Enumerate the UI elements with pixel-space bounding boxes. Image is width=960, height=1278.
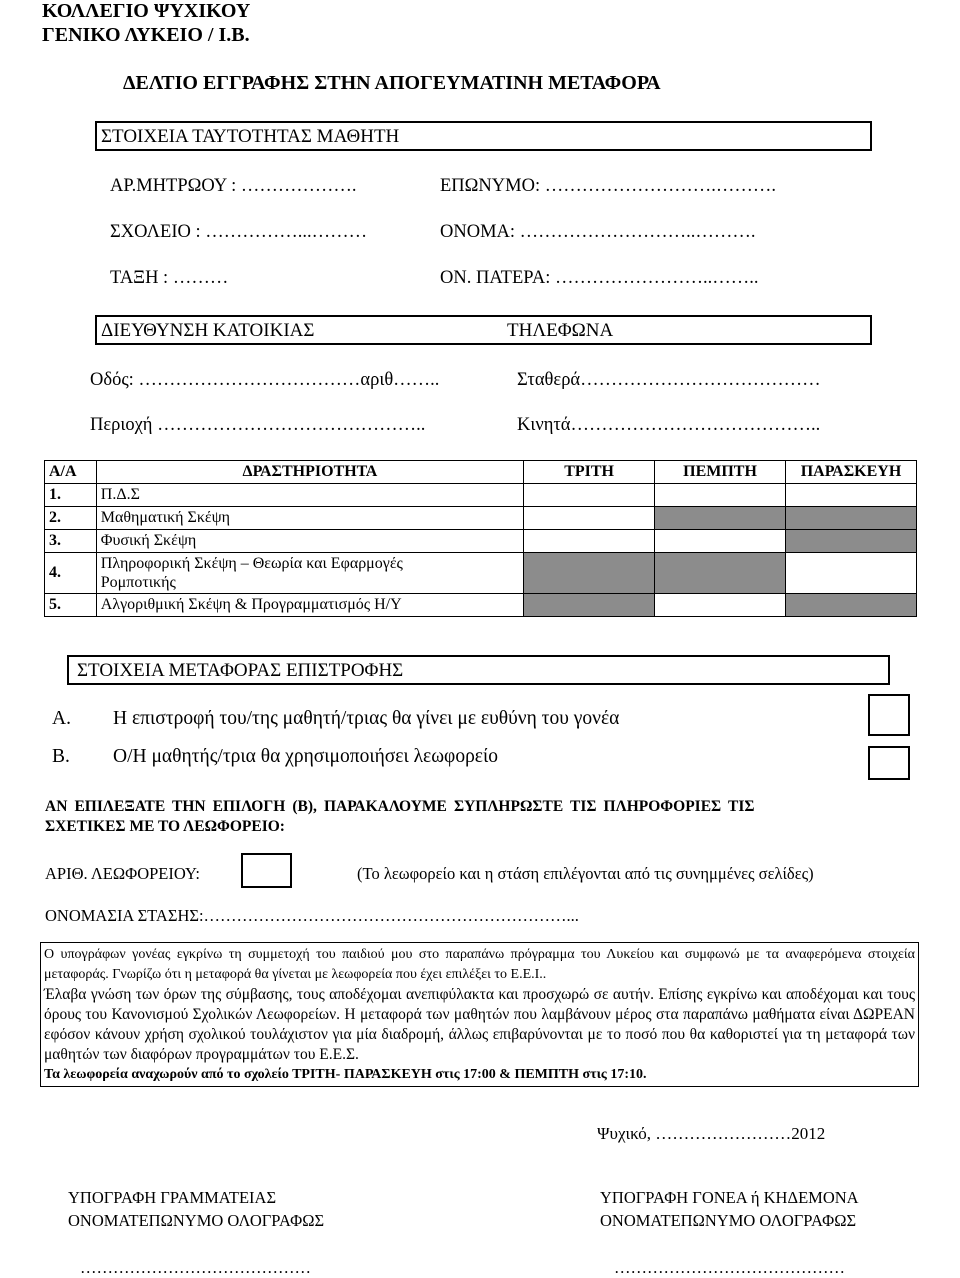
bus-note: (Το λεωφορείο και η στάση επιλέγονται από τις συνημμένες σελίδες) xyxy=(357,864,814,883)
cell-tuesday-unavailable xyxy=(524,553,655,594)
col-header-friday: ΠΑΡΑΣΚΕΥΗ xyxy=(786,461,917,484)
bus-number-label: ΑΡΙΘ. ΛΕΩΦΟΡΕΙΟΥ: xyxy=(45,864,200,883)
table-row xyxy=(45,484,917,507)
row-number: 5. xyxy=(45,594,97,617)
parent-name-label: ΟΝΟΜΑΤΕΠΩΝΥΜΟ ΟΛΟΓΡΑΦΩΣ xyxy=(600,1211,857,1230)
father-name-field[interactable]: ΟΝ. ΠΑΤΕΡΑ: ……………………..…….. xyxy=(440,268,759,288)
activities-table xyxy=(44,460,917,617)
school-field[interactable]: ΣΧΟΛΕΙΟ : ……………...……… xyxy=(110,222,368,242)
class-field[interactable]: ΤΑΞΗ : ……… xyxy=(110,268,229,288)
phones-title: ΤΗΛΕΦΩΝΑ xyxy=(507,320,614,341)
cell-friday[interactable] xyxy=(786,484,917,507)
table-row xyxy=(45,530,917,553)
address-title: ΔΙΕΥΘΥΝΣΗ ΚΑΤΟΙΚΙΑΣ xyxy=(101,320,315,341)
consent-notice xyxy=(40,942,919,1087)
first-name-field[interactable]: ΟΝΟΜΑ: ………………………..………. xyxy=(440,222,756,242)
cell-thursday[interactable] xyxy=(655,530,786,553)
cell-tuesday-unavailable xyxy=(524,594,655,617)
table-header-row xyxy=(45,461,917,484)
activity-name-line1: Πληροφορική Σκέψη – Θεωρία και Εφαρμογές xyxy=(100,555,403,572)
activity-name: Φυσική Σκέψη xyxy=(96,530,523,553)
cell-thursday-unavailable xyxy=(655,507,786,530)
bus-number-input[interactable] xyxy=(241,853,292,888)
option-b-checkbox[interactable] xyxy=(868,746,910,780)
cell-friday-unavailable xyxy=(786,530,917,553)
cell-friday[interactable] xyxy=(786,553,917,594)
row-number: 3. xyxy=(45,530,97,553)
activity-name: Μαθηματική Σκέψη xyxy=(96,507,523,530)
form-title: ΔΕΛΤΙΟ ΕΓΓΡΑΦΗΣ ΣΤΗΝ ΑΠΟΓΕΥΜΑΤΙΝΗ ΜΕΤΑΦΟΡΑ xyxy=(123,72,661,94)
identity-section-header xyxy=(95,121,872,151)
row-number: 2. xyxy=(45,507,97,530)
activity-name: Π.Δ.Σ xyxy=(96,484,523,507)
transport-section-header xyxy=(67,655,890,685)
cell-friday-unavailable xyxy=(786,507,917,530)
notice-departure-times: Τα λεωφορεία αναχωρούν από το σχολείο ΤΡΙΤΗ- ΠΑΡΑΣΚΕΥΗ στις 17:00 & ΠΕΜΠΤΗ στις 17:10. xyxy=(44,1067,647,1082)
street-field[interactable]: Οδός: ………………………………αριθ…….. xyxy=(90,370,440,390)
cell-thursday[interactable] xyxy=(655,484,786,507)
row-number: 4. xyxy=(45,553,97,594)
option-a-checkbox[interactable] xyxy=(868,694,910,736)
parent-signature-title: ΥΠΟΓΡΑΦΗ ΓΟΝΕΑ ή ΚΗΔΕΜΟΝΑ xyxy=(600,1188,859,1207)
cell-tuesday[interactable] xyxy=(524,484,655,507)
area-field[interactable]: Περιοχή …………………………………….. xyxy=(90,415,426,435)
col-header-thursday: ΠΕΜΠΤΗ xyxy=(655,461,786,484)
cell-tuesday[interactable] xyxy=(524,507,655,530)
col-header-num: Α/Α xyxy=(45,461,97,484)
bus-instruction-line1: ΑΝ ΕΠΙΛΕΞΑΤΕ ΤΗΝ ΕΠΙΛΟΓΗ (Β), ΠΑΡΑΚΑΛΟΥΜΕ ΣΥΠΛΗΡΩΣΤΕ ΤΙΣ ΠΛΗΡΟΦΟΡΙΕΣ ΤΙΣ xyxy=(45,798,755,815)
secretary-signature-line[interactable]: …………………………………… xyxy=(80,1258,311,1277)
place-date-field[interactable]: Ψυχικό, ……………………2012 xyxy=(597,1124,826,1143)
table-row xyxy=(45,553,917,594)
cell-tuesday[interactable] xyxy=(524,530,655,553)
table-row xyxy=(45,594,917,617)
activity-name xyxy=(96,553,523,594)
cell-thursday-unavailable xyxy=(655,553,786,594)
option-a-letter: Α. xyxy=(52,708,71,729)
activity-name: Αλγοριθμική Σκέψη & Προγραμματισμός Η/Υ xyxy=(96,594,523,617)
option-b-letter: Β. xyxy=(52,746,70,767)
col-header-tuesday: ΤΡΙΤΗ xyxy=(524,461,655,484)
identity-section-title: ΣΤΟΙΧΕΙΑ ΤΑΥΤΟΤΗΤΑΣ ΜΑΘΗΤΗ xyxy=(101,126,400,147)
col-header-activity: ΔΡΑΣΤΗΡΙΟΤΗΤΑ xyxy=(96,461,523,484)
school-subtitle: ΓΕΝΙΚΟ ΛΥΚΕΙΟ / Ι.Β. xyxy=(42,24,250,46)
landline-field[interactable]: Σταθερά………………………………… xyxy=(517,370,821,390)
option-a-label: Η επιστροφή του/της μαθητή/τριας θα γίνει με ευθύνη του γονέα xyxy=(113,708,620,729)
cell-thursday[interactable] xyxy=(655,594,786,617)
school-name: ΚΟΛΛΕΓΙΟ ΨΥΧΙΚΟΥ xyxy=(42,0,251,22)
parent-signature-line[interactable]: …………………………………… xyxy=(614,1258,845,1277)
reg-number-field[interactable]: ΑΡ.ΜΗΤΡΩΟΥ : ………………. xyxy=(110,176,357,196)
secretary-name-label: ΟΝΟΜΑΤΕΠΩΝΥΜΟ ΟΛΟΓΡΑΦΩΣ xyxy=(68,1211,325,1230)
surname-field[interactable]: ΕΠΩΝΥΜΟ: ……………………….………. xyxy=(440,176,776,196)
address-phones-header xyxy=(95,315,872,345)
activity-name-line2: Ρομποτικής xyxy=(100,574,176,591)
bus-instruction-line2: ΣΧΕΤΙΚΕΣ ΜΕ ΤΟ ΛΕΩΦΟΡΕΙΟ: xyxy=(45,818,285,835)
row-number: 1. xyxy=(45,484,97,507)
notice-paragraph-1: Ο υπογράφων γονέας εγκρίνω τη συμμετοχή του παιδιού μου στο παραπάνω πρόγραμμα του Λυκείου και συμφωνώ με τα αναφερόμενα στοιχεία μεταφοράς. Γνωρίζω ότι η μεταφορά θα γίνεται με λεωφορεία που έχει επιλέξει το Ε.Ε.Ι.. xyxy=(44,947,915,982)
stop-name-field[interactable]: ΟΝΟΜΑΣΙΑ ΣΤΑΣΗΣ:…………………………………………………………... xyxy=(45,906,579,925)
mobile-field[interactable]: Κινητά………………………………….. xyxy=(517,415,821,435)
cell-friday-unavailable xyxy=(786,594,917,617)
option-b-label: Ο/Η μαθητής/τρια θα χρησιμοποιήσει λεωφορείο xyxy=(113,746,498,767)
secretary-signature-title: ΥΠΟΓΡΑΦΗ ΓΡΑΜΜΑΤΕΙΑΣ xyxy=(68,1188,277,1207)
table-row xyxy=(45,507,917,530)
notice-paragraph-2: Έλαβα γνώση των όρων της σύμβασης, τους αποδέχομαι ανεπιφύλακτα και προσχωρώ σε αυτήν. Επίσης εγκρίνω και αποδέχομαι και τους όρους του Κανονισμού Σχολικών Λεωφορείων. Η μεταφορά των μαθητών που λαμβάνουν μέρος στα παραπάνω μαθήματα είναι ΔΩΡΕΑΝ εφόσον κάνουν χρήση σχολικού τουλάχιστον για μία διαδρομή, άλλως επιβαρύνονται με το ποσό που θα καθοριστεί για τη μεταφορά των μαθητών των διαφόρων προγραμμάτων του Ε.Ε.Σ. xyxy=(44,986,915,1063)
transport-section-title: ΣΤΟΙΧΕΙΑ ΜΕΤΑΦΟΡΑΣ ΕΠΙΣΤΡΟΦΗΣ xyxy=(77,660,404,681)
